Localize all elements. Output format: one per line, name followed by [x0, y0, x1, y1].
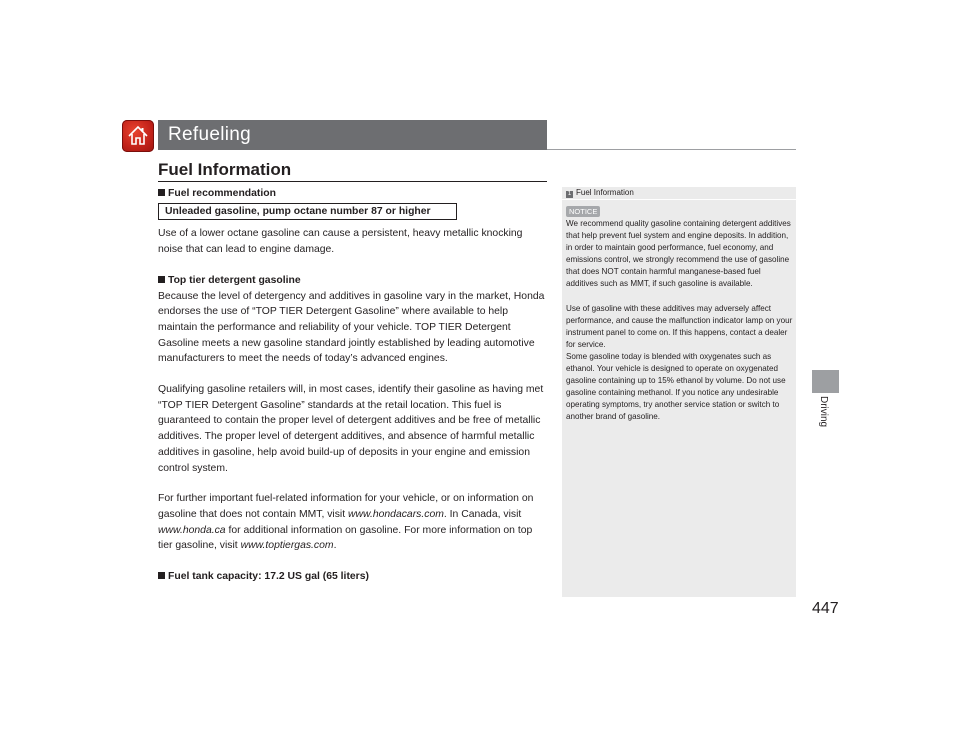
- page-heading: Fuel Information: [158, 160, 292, 179]
- sidebar-paragraph-3: Some gasoline today is blended with oxygenates such as ethanol. Your vehicle is designed to operate on oxygenated gasoline containing up to 15% ethanol by volume. Do not use gasoline containing methanol. If you notice any undesirable operating symptoms, try another service station or switch to another brand of gasoline.: [566, 351, 786, 422]
- sidebar-body: [566, 218, 794, 424]
- notice-badge: NOTICE: [566, 206, 600, 217]
- bullet-square-icon: [158, 276, 165, 283]
- top-tier-paragraph-1: Because the level of detergency and additives in gasoline vary in the market, Honda endorses the use of “TOP TIER Detergent Gasoline” where available to help maintain the performance and reliability of your vehicle. TOP TIER Detergent Gasoline meets a new gasoline standard jointly established by leading automotive manufacturers to meet the needs of today’s advanced engines.: [158, 290, 545, 365]
- toptiergas-link[interactable]: www.toptiergas.com: [240, 540, 334, 552]
- honda-ca-link[interactable]: www.honda.ca: [158, 524, 226, 536]
- top-tier-paragraph-2: Qualifying gasoline retailers will, in most cases, identify their gasoline as having met “TOP TIER Detergent Gasoline” standards at the retail location. This fuel is guaranteed to contain the proper level of detergent additives and be free of metallic additives. The proper level of detergent additives, and absence of harmful metallic additives in gasoline, help avoid build-up of deposits in your engine and emission control system.: [158, 384, 544, 474]
- chapter-tab-label: Driving: [818, 396, 829, 428]
- fuel-recommendation-box: Unleaded gasoline, pump octane number 87 or higher: [158, 203, 457, 221]
- top-tier-heading: Top tier detergent gasoline: [158, 273, 548, 289]
- sidebar-divider: [562, 199, 796, 200]
- section-title-bar: [158, 120, 547, 150]
- chapter-tab[interactable]: [812, 370, 839, 393]
- fuel-recommendation-heading: Fuel recommendation: [158, 186, 548, 202]
- section-title: Refueling: [168, 124, 251, 145]
- title-divider: [547, 149, 796, 150]
- fuel-recommendation-body: Use of a lower octane gasoline can cause a persistent, heavy metallic knocking noise that can lead to engine damage.: [158, 228, 523, 256]
- heading-divider: [158, 181, 547, 182]
- hondacars-link[interactable]: www.hondacars.com: [348, 508, 444, 520]
- page-number: 447: [812, 600, 839, 617]
- home-icon: [127, 125, 149, 147]
- reference-number-icon: 1: [567, 191, 572, 197]
- bullet-square-icon: [158, 189, 165, 196]
- sidebar-paragraph-2: Use of gasoline with these additives may adversely affect performance, and cause the malfunction indicator lamp on your instrument panel to come on. If this happens, contact a dealer for service.: [566, 303, 793, 349]
- fuel-tank-capacity-heading: Fuel tank capacity: 17.2 US gal (65 liters): [158, 569, 548, 585]
- home-button[interactable]: [122, 120, 154, 152]
- sidebar-heading: 1 Fuel Information: [567, 188, 634, 197]
- sidebar-paragraph-1: We recommend quality gasoline containing detergent additives that help prevent fuel system and engine deposits. In addition, in order to maintain good performance, fuel economy, and emissions control, we strongly recommend the use of gasoline that does NOT contain harmful manganese-based fuel additives such as MMT, if such gasoline is available.: [566, 219, 791, 289]
- bullet-square-icon: [158, 572, 165, 579]
- sidebar-note: [562, 187, 796, 597]
- top-tier-paragraph-3: For further important fuel-related information for your vehicle, or on information on gasoline that does not contain MMT, visit www.hondacars.com. In Canada, visit www.honda.ca for additional information on gasoline. For more information on top tier gasoline, visit www.toptiergas.com.: [158, 493, 534, 552]
- main-content: [158, 186, 548, 585]
